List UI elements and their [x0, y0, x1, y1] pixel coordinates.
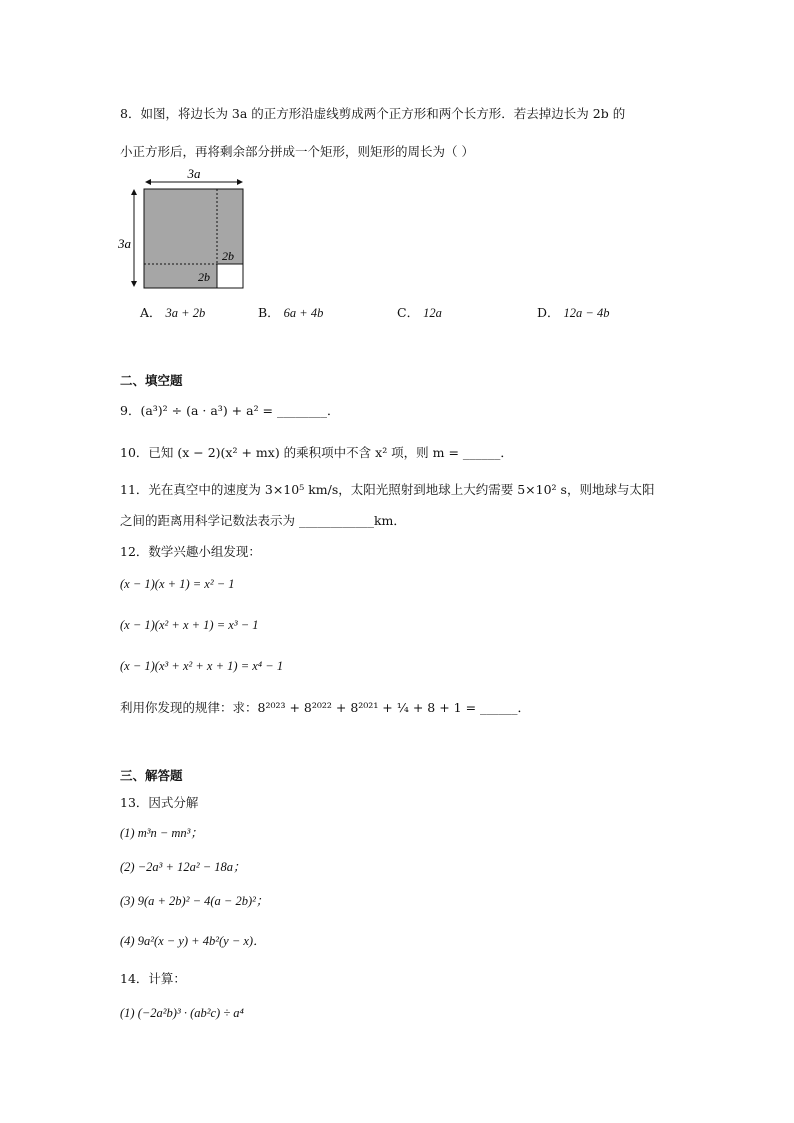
- q8-option-a: A． 3a + 2b: [140, 305, 206, 320]
- q14-intro: 14．计算：: [120, 971, 186, 986]
- section-solve-title: 三、解答题: [120, 768, 183, 783]
- q8-line1: 8．如图，将边长为 3a 的正方形沿虚线剪成两个正方形和两个长方形．若去掉边长为 2b 的: [120, 106, 626, 121]
- q13-part4: (4) 9a²(x − y) + 4b²(y − x)．: [120, 934, 266, 948]
- figure-removed-square: [217, 264, 243, 288]
- q13-part3: (3) 9(a + 2b)² − 4(a − 2b)²；: [120, 894, 269, 908]
- q8-option-c: C． 12a: [397, 305, 442, 320]
- q13-intro: 13．因式分解: [120, 795, 199, 810]
- q11-line1: 11．光在真空中的速度为 3×10⁵ km/s，太阳光照射到地球上大约需要 5×10² s，则地球与太阳: [120, 482, 655, 497]
- q12-eq1: (x − 1)(x + 1) = x² − 1: [120, 577, 235, 591]
- q14-part1: (1) (−2a²b)³ · (ab²c) ÷ a⁴: [120, 1006, 244, 1020]
- q10-text: 10．已知 (x − 2)(x² + mx) 的乘积项中不含 x² 项，则 m = ______．: [120, 445, 513, 460]
- q12-ask: 利用你发现的规律：求：8²⁰²³ + 8²⁰²² + 8²⁰²¹ + ¼ + 8 + 1 = ______．: [120, 700, 531, 715]
- figure-left-label: 3a: [118, 236, 131, 251]
- q12-eq2: (x − 1)(x² + x + 1) = x³ − 1: [120, 618, 259, 632]
- q12-eq3: (x − 1)(x³ + x² + x + 1) = x⁴ − 1: [120, 659, 284, 673]
- q8-option-b: B． 6a + 4b: [258, 305, 324, 320]
- section-fill-in-title: 二、填空题: [120, 373, 183, 388]
- figure-inner-label-right: 2b: [222, 249, 234, 263]
- figure-inner-label-bottom: 2b: [198, 270, 210, 284]
- q13-part1: (1) m³n − mn³；: [120, 826, 203, 840]
- q12-intro: 12．数学兴趣小组发现：: [120, 544, 261, 559]
- q9-text: 9．(a³)² ÷ (a · a³) + a² = ________．: [120, 403, 340, 418]
- q8-figure: [112, 164, 262, 296]
- q13-part2: (2) −2a³ + 12a² − 18a；: [120, 860, 246, 874]
- q8-option-d: D． 12a − 4b: [537, 305, 610, 320]
- q8-line2: 小正方形后，再将剩余部分拼成一个矩形，则矩形的周长为（ ）: [120, 144, 474, 159]
- figure-top-label: 3a: [187, 166, 201, 181]
- q11-line2: 之间的距离用科学记数法表示为 ____________km．: [120, 513, 406, 528]
